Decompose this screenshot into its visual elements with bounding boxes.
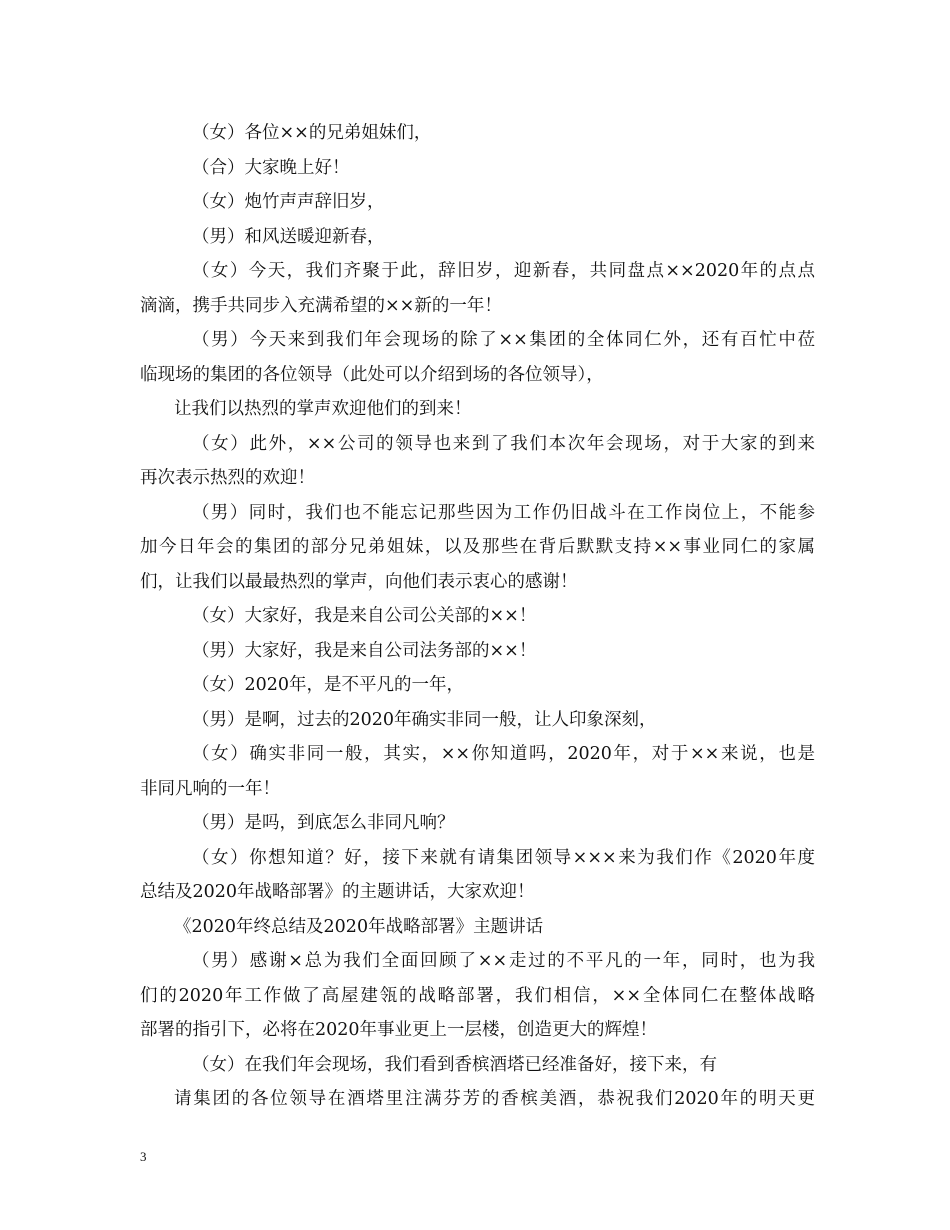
- text-line: 们的2020年工作做了高屋建瓴的战略部署，我们相信，××全体同仁在整体战略: [140, 985, 815, 1006]
- text-line: 加今日年会的集团的部分兄弟姐妹，以及那些在背后默默支持××事业同仁的家属: [140, 537, 815, 557]
- text-line: 部署的指引下，必将在2020年事业更上一层楼，创造更大的辉煌！: [140, 1020, 658, 1040]
- text-line: （男）是吗，到底怎么非同凡响？: [192, 813, 455, 833]
- text-line: 《2020年终总结及2020年战略部署》主题讲话: [174, 916, 544, 937]
- text-line: （女）2020年，是不平凡的一年，: [192, 675, 465, 695]
- text-line: （男）和风送暖迎新春，: [192, 226, 385, 247]
- text-line: （女）在我们年会现场，我们看到香槟酒塔已经准备好，接下来，有: [192, 1054, 717, 1075]
- text-line: 让我们以热烈的掌声欢迎他们的到来！: [174, 399, 472, 419]
- page-number: 3: [140, 1149, 147, 1164]
- text-line: 请集团的各位领导在酒塔里注满芬芳的香槟美酒，恭祝我们2020年的明天更: [174, 1089, 815, 1109]
- text-line: （女）炮竹声声辞旧岁，: [192, 192, 385, 212]
- text-line: 总结及2020年战略部署》的主题讲话，大家欢迎！: [140, 882, 535, 902]
- text-line: （男）大家好，我是来自公司法务部的××！: [192, 640, 537, 661]
- text-line: （女）大家好，我是来自公司公关部的××！: [192, 606, 537, 626]
- document-body: [140, 116, 815, 1117]
- text-line: 再次表示热烈的欢迎！: [140, 468, 315, 488]
- text-line: 非同凡响的一年！: [140, 778, 280, 799]
- text-line: 临现场的集团的各位领导（此处可以介绍到场的各位领导），: [140, 364, 604, 385]
- text-line: （女）今天，我们齐聚于此，辞旧岁，迎新春，共同盘点××2020年的点点: [192, 261, 815, 281]
- text-line: （女）你想知道？好，接下来就有请集团领导×××来为我们作《2020年度: [192, 847, 815, 868]
- text-line: （女）确实非同一般，其实，××你知道吗，2020年，对于××来说，也是: [192, 744, 815, 764]
- text-line: （女）此外，××公司的领导也来到了我们本次年会现场，对于大家的到来: [192, 433, 815, 454]
- text-line: （女）各位××的兄弟姐妹们，: [192, 123, 432, 143]
- text-line: （男）是啊，过去的2020年确实非同一般，让人印象深刻，: [192, 709, 657, 730]
- text-line: 滴滴，携手共同步入充满希望的××新的一年！: [140, 295, 502, 316]
- text-line: （男）同时，我们也不能忘记那些因为工作仍旧战斗在工作岗位上，不能参: [192, 502, 815, 523]
- text-line: （男）今天来到我们年会现场的除了××集团的全体同仁外，还有百忙中莅: [192, 330, 815, 350]
- text-line: （合）大家晚上好！: [192, 157, 350, 178]
- text-line: （男）感谢×总为我们全面回顾了××走过的不平凡的一年，同时，也为我: [192, 951, 815, 971]
- text-line: 们，让我们以最最热烈的掌声，向他们表示衷心的感谢！: [140, 571, 578, 592]
